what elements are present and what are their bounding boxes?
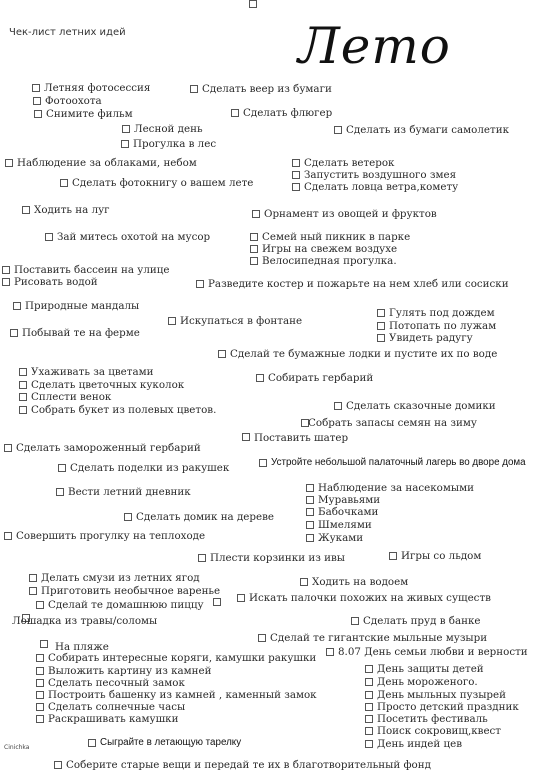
checkbox[interactable] — [196, 280, 204, 288]
checkbox[interactable] — [334, 402, 342, 410]
checklist-item[interactable] — [36, 599, 204, 611]
checkbox[interactable] — [5, 159, 13, 167]
checklist-item[interactable] — [292, 181, 458, 193]
checklist-item[interactable] — [306, 519, 372, 531]
checklist-item[interactable] — [36, 677, 185, 689]
checklist-item[interactable] — [196, 278, 509, 290]
checkbox[interactable] — [33, 97, 41, 105]
checklist-item[interactable] — [36, 713, 178, 725]
item-label: Ухаживать за цветами — [31, 366, 154, 378]
checkbox[interactable] — [256, 374, 264, 382]
checklist-item[interactable] — [306, 494, 380, 506]
checklist-item[interactable] — [4, 530, 205, 542]
checklist-item[interactable] — [13, 300, 139, 312]
item-label: Ходить на луг — [34, 204, 110, 216]
checklist-item[interactable] — [2, 276, 98, 288]
item-label: Устройте небольшой палаточный лагерь во дворе дома — [271, 457, 526, 468]
checklist-item[interactable] — [326, 646, 528, 658]
item-label: Природные мандалы — [25, 300, 140, 312]
checklist-item[interactable] — [365, 701, 519, 713]
checkbox[interactable] — [365, 691, 373, 699]
checkbox[interactable] — [2, 278, 10, 286]
item-label: Сыграйте в летающую тарелку — [100, 737, 242, 748]
item-label: Сделать цветочных куколок — [31, 379, 185, 391]
item-label: Приготовить необычное варенье — [41, 585, 221, 597]
checklist-item[interactable] — [29, 585, 220, 597]
checkbox[interactable] — [60, 179, 68, 187]
item-label: На пляже — [55, 641, 109, 653]
page-subtitle: Чек-лист летних идей — [9, 27, 126, 38]
checkbox[interactable] — [4, 444, 12, 452]
checkbox[interactable] — [365, 703, 373, 711]
checkbox[interactable] — [365, 740, 373, 748]
item-label: Прогулка в лес — [133, 138, 217, 150]
item-label: Искупаться в фонтане — [180, 315, 303, 327]
checkbox[interactable] — [198, 554, 206, 562]
checklist-item[interactable] — [306, 482, 474, 494]
checkbox[interactable] — [45, 233, 53, 241]
checklist-item[interactable] — [122, 123, 203, 135]
checklist-item[interactable] — [334, 400, 496, 412]
checkbox[interactable] — [351, 617, 359, 625]
checklist-item[interactable] — [168, 315, 302, 327]
checkbox[interactable] — [54, 761, 62, 769]
item-label: Собрать запасы семян на зиму — [308, 417, 477, 429]
item-label: Просто детский праздник — [377, 701, 519, 713]
checkbox[interactable] — [122, 125, 130, 133]
checklist-item[interactable] — [258, 632, 487, 644]
checklist-item[interactable] — [365, 738, 462, 750]
item-label: Сделать ловца ветра,комету — [304, 181, 459, 193]
checklist-item[interactable] — [29, 572, 200, 584]
item-label: Игры со льдом — [401, 550, 482, 562]
checklist-item[interactable] — [292, 157, 394, 169]
checkbox[interactable] — [19, 381, 27, 389]
checkbox[interactable] — [292, 183, 300, 191]
checklist-item[interactable] — [5, 157, 197, 169]
checklist-item[interactable] — [22, 204, 110, 216]
checklist-item[interactable] — [19, 404, 216, 416]
checkbox[interactable] — [365, 678, 373, 686]
item-label: Велосипедная прогулка. — [262, 255, 397, 267]
checklist-item[interactable] — [365, 689, 506, 701]
checkbox[interactable] — [365, 727, 373, 735]
checkbox[interactable] — [377, 334, 385, 342]
checklist-item[interactable] — [250, 255, 397, 267]
checkbox[interactable] — [36, 703, 44, 711]
item-label: День защиты детей — [377, 663, 484, 675]
checkbox[interactable] — [237, 594, 245, 602]
item-label: Снимите фильм — [46, 108, 133, 120]
item-label: Запустить воздушного змея — [304, 169, 457, 181]
item-label: Муравьями — [318, 494, 381, 506]
item-label: Сделать ветерок — [304, 157, 395, 169]
item-label: Разведите костер и пожарьте на нем хлеб или сосиски — [208, 278, 509, 290]
checkbox[interactable] — [13, 302, 21, 310]
checklist-item[interactable] — [365, 713, 488, 725]
checkbox[interactable] — [36, 667, 44, 675]
item-label: Рисовать водой — [14, 276, 98, 288]
checklist-item[interactable] — [33, 95, 102, 107]
item-label: Собрать букет из полевых цветов. — [31, 404, 217, 416]
checklist-item[interactable] — [58, 462, 229, 474]
checklist-item[interactable] — [259, 457, 526, 469]
checkbox[interactable] — [306, 534, 314, 542]
checkbox[interactable] — [377, 309, 385, 317]
item-label: Сделай те гигантские мыльные музыри — [270, 632, 488, 644]
item-label: Совершить прогулку на теплоходе — [16, 530, 206, 542]
item-label: Сделать флюгер — [243, 107, 333, 119]
item-label: Сделать из бумаги самолетик — [346, 124, 510, 136]
item-label: Игры на свежем воздухе — [262, 243, 398, 255]
item-label: Лошадка из травы/соломы — [12, 615, 158, 627]
checklist-item[interactable] — [54, 759, 431, 771]
checklist-item[interactable] — [10, 327, 140, 339]
item-label: Собирать гербарий — [268, 372, 374, 384]
item-label: Делать смузи из летних ягод — [41, 572, 200, 584]
checklist-item[interactable] — [36, 665, 212, 677]
item-label: Посетить фестиваль — [377, 713, 488, 725]
checkbox[interactable] — [259, 459, 267, 467]
item-label: Бабочками — [318, 506, 379, 518]
checkbox[interactable] — [34, 110, 42, 118]
item-label: Семей ный пикник в парке — [262, 231, 411, 243]
item-label: Фотоохота — [45, 95, 102, 107]
checklist-item[interactable] — [300, 576, 408, 588]
item-label: Сделать фотокнигу о вашем лете — [72, 177, 254, 189]
checkbox[interactable] — [36, 601, 44, 609]
checkbox[interactable] — [218, 350, 226, 358]
page-title: Лето — [298, 17, 451, 75]
checkbox[interactable] — [326, 648, 334, 656]
checkbox[interactable] — [10, 329, 18, 337]
item-label: 8.07 День семьи любви и верности — [338, 646, 528, 658]
item-label: Поставить шатер — [254, 432, 349, 444]
item-label: Потопать по лужам — [389, 320, 497, 332]
item-label: Сделать замороженный гербарий — [16, 442, 201, 454]
item-label: День мороженого. — [377, 676, 478, 688]
item-label: Собирать интересные коряги, камушки ракушки — [48, 652, 317, 664]
checkbox[interactable] — [36, 679, 44, 687]
checkbox[interactable] — [19, 406, 27, 414]
item-label: Жуками — [318, 532, 364, 544]
checkbox[interactable] — [29, 574, 37, 582]
checklist-item[interactable] — [365, 663, 484, 675]
checkbox[interactable] — [365, 715, 373, 723]
checklist-item[interactable] — [45, 231, 210, 243]
item-label: Летняя фотосессия — [44, 82, 151, 94]
item-label: Сделать домик на дереве — [136, 511, 274, 523]
checklist-item[interactable] — [4, 442, 201, 454]
checkbox[interactable] — [250, 233, 258, 241]
checklist-item[interactable] — [351, 615, 481, 627]
checkbox[interactable] — [306, 521, 314, 529]
checklist-item[interactable] — [124, 511, 274, 523]
item-label: Лесной день — [134, 123, 203, 135]
checklist-item[interactable] — [36, 689, 317, 701]
checklist-item[interactable] — [12, 615, 157, 627]
checklist-item[interactable] — [254, 432, 348, 444]
item-label: Поиск сокровищ,квест — [377, 725, 502, 737]
checkbox[interactable] — [22, 206, 30, 214]
item-label: Сделать пруд в банке — [363, 615, 481, 627]
checkbox[interactable] — [249, 0, 257, 8]
checklist-item[interactable] — [32, 82, 150, 94]
item-label: Наблюдение за облаками, небом — [17, 157, 197, 169]
checkbox[interactable] — [258, 634, 266, 642]
item-label: Сделай те домашнюю пиццу — [48, 599, 204, 611]
checklist-item[interactable] — [218, 348, 497, 360]
checklist-item[interactable] — [121, 138, 216, 150]
item-label: Построить башенку из камней , каменный замок — [48, 689, 317, 701]
checkbox[interactable] — [213, 598, 221, 606]
checkbox[interactable] — [124, 513, 132, 521]
checklist-item[interactable] — [198, 552, 345, 564]
checklist-item[interactable] — [292, 169, 456, 181]
checkbox[interactable] — [121, 140, 129, 148]
checkbox[interactable] — [306, 496, 314, 504]
checkbox[interactable] — [306, 484, 314, 492]
item-label: Раскрашивать камушки — [48, 713, 179, 725]
item-label: Наблюдение за насекомыми — [318, 482, 474, 494]
checkbox[interactable] — [40, 640, 48, 648]
checklist-item[interactable] — [306, 506, 378, 518]
checkbox[interactable] — [252, 210, 260, 218]
checklist-item[interactable] — [2, 264, 169, 276]
item-label: Сделай те бумажные лодки и пустите их по воде — [230, 348, 498, 360]
checklist-item[interactable] — [389, 550, 481, 562]
checklist-item[interactable] — [334, 124, 509, 136]
checklist-item[interactable] — [306, 532, 363, 544]
checkbox[interactable] — [292, 159, 300, 167]
item-label: Поставить бассеин на улице — [14, 264, 170, 276]
item-label: Сделать солнечные часы — [48, 701, 186, 713]
checklist-item[interactable] — [60, 177, 253, 189]
item-label: Сплести венок — [31, 391, 112, 403]
checkbox[interactable] — [2, 266, 10, 274]
checklist-item[interactable] — [36, 701, 185, 713]
checkbox[interactable] — [168, 317, 176, 325]
checklist-item[interactable] — [36, 652, 316, 664]
author-signature: Cinichka — [4, 744, 30, 751]
checkbox[interactable] — [19, 368, 27, 376]
item-label: Искать палочки похожих на живых существ — [249, 592, 491, 604]
checklist-item[interactable] — [252, 208, 437, 220]
item-label: Гулять под дождем — [389, 307, 495, 319]
checkbox[interactable] — [56, 488, 64, 496]
checklist-item[interactable] — [19, 366, 153, 378]
checklist-item[interactable] — [256, 372, 373, 384]
checklist-item[interactable] — [308, 417, 477, 429]
checkbox[interactable] — [19, 393, 27, 401]
item-label: Зай митесь охотой на мусор — [57, 231, 211, 243]
checkbox[interactable] — [389, 552, 397, 560]
checklist-item[interactable] — [377, 307, 495, 319]
checklist-item[interactable] — [34, 108, 133, 120]
checkbox[interactable] — [377, 322, 385, 330]
item-label: Сделать веер из бумаги — [202, 83, 332, 95]
checkbox[interactable] — [334, 126, 342, 134]
item-label: Увидеть радугу — [389, 332, 473, 344]
checklist-item[interactable] — [88, 737, 241, 749]
item-label: День индей цев — [377, 738, 463, 750]
checkbox[interactable] — [88, 739, 96, 747]
checkbox[interactable] — [242, 433, 250, 441]
checklist-item[interactable] — [250, 231, 410, 243]
checklist-item[interactable] — [190, 83, 332, 95]
checkbox[interactable] — [36, 691, 44, 699]
checkbox[interactable] — [4, 532, 12, 540]
checkbox[interactable] — [292, 171, 300, 179]
checklist-item[interactable] — [365, 725, 501, 737]
item-label: Соберите старые вещи и передай те их в благотворительный фонд — [66, 759, 431, 771]
item-label: Побывай те на ферме — [22, 327, 140, 339]
checkbox[interactable] — [29, 587, 37, 595]
item-label: Выложить картину из камней — [48, 665, 212, 677]
checklist-item[interactable] — [19, 391, 111, 403]
checklist-item[interactable] — [365, 676, 478, 688]
checkbox[interactable] — [36, 715, 44, 723]
checkbox[interactable] — [36, 654, 44, 662]
item-label: Сделать песочный замок — [48, 677, 185, 689]
checkbox[interactable] — [250, 257, 258, 265]
checkbox[interactable] — [306, 508, 314, 516]
checklist-item[interactable] — [231, 107, 332, 119]
checkbox[interactable] — [250, 245, 258, 253]
item-label: Плести корзинки из ивы — [210, 552, 345, 564]
item-label: Орнамент из овощей и фруктов — [264, 208, 437, 220]
checkbox[interactable] — [300, 578, 308, 586]
item-label: Вести летний дневник — [68, 486, 191, 498]
checklist-item[interactable] — [237, 592, 491, 604]
checkbox[interactable] — [58, 464, 66, 472]
checklist-item[interactable] — [250, 243, 397, 255]
item-label: Шмелями — [318, 519, 372, 531]
item-label: Сделать поделки из ракушек — [70, 462, 230, 474]
checklist-item[interactable] — [19, 379, 184, 391]
checklist-item[interactable] — [377, 332, 473, 344]
checklist-item[interactable] — [377, 320, 496, 332]
item-label: Ходить на водоем — [312, 576, 409, 588]
checkbox[interactable] — [365, 665, 373, 673]
item-label: Сделать сказочные домики — [346, 400, 496, 412]
item-label: День мыльных пузырей — [377, 689, 506, 701]
checkbox[interactable] — [32, 84, 40, 92]
checkbox[interactable] — [231, 109, 239, 117]
checkbox[interactable] — [190, 85, 198, 93]
checklist-item[interactable] — [56, 486, 191, 498]
